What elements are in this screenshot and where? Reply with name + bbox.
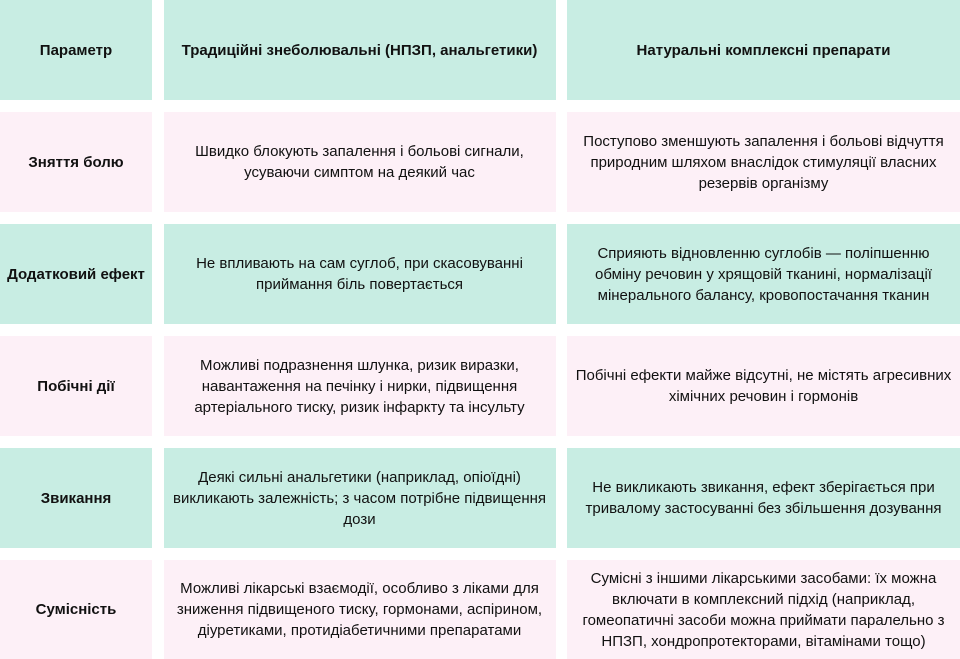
row-traditional: Можливі лікарські взаємодії, особливо з ліками для зниження підвищеного тиску, гормонами, аспірином, діуретиками, протидіабетичними препаратами (164, 560, 556, 659)
row-traditional: Швидко блокують запалення і больові сигнали, усуваючи симптом на деякий час (164, 112, 556, 212)
header-traditional: Традиційні знеболювальні (НПЗП, анальгетики) (164, 0, 556, 100)
header-parameter: Параметр (0, 0, 152, 100)
row-natural: Не викликають звикання, ефект зберігається при тривалому застосуванні без збільшення дозування (567, 448, 960, 548)
row-traditional: Можливі подразнення шлунка, ризик виразки, навантаження на печінку і нирки, підвищення артеріального тиску, ризик інфаркту та інсульту (164, 336, 556, 436)
row-natural: Поступово зменшують запалення і больові відчуття природним шляхом внаслідок стимуляції власних резервів організму (567, 112, 960, 212)
row-parameter: Зняття болю (0, 112, 152, 212)
row-traditional: Не впливають на сам суглоб, при скасовуванні приймання біль повертається (164, 224, 556, 324)
row-parameter: Побічні дії (0, 336, 152, 436)
header-natural: Натуральні комплексні препарати (567, 0, 960, 100)
row-parameter: Додатковий ефект (0, 224, 152, 324)
row-natural: Сприяють відновленню суглобів — поліпшенню обміну речовин у хрящовій тканині, нормалізації мінерального балансу, кровопостачання тканин (567, 224, 960, 324)
row-natural: Сумісні з іншими лікарськими засобами: їх можна включати в комплексний підхід (наприклад, гомеопатичні засоби можна приймати паралельно з НПЗП, хондропротекторами, вітамінами тощо) (567, 560, 960, 659)
row-natural: Побічні ефекти майже відсутні, не містять агресивних хімічних речовин і гормонів (567, 336, 960, 436)
row-parameter: Сумісність (0, 560, 152, 659)
row-parameter: Звикання (0, 448, 152, 548)
row-traditional: Деякі сильні анальгетики (наприклад, опіоїдні) викликають залежність; з часом потрібне підвищення дози (164, 448, 556, 548)
